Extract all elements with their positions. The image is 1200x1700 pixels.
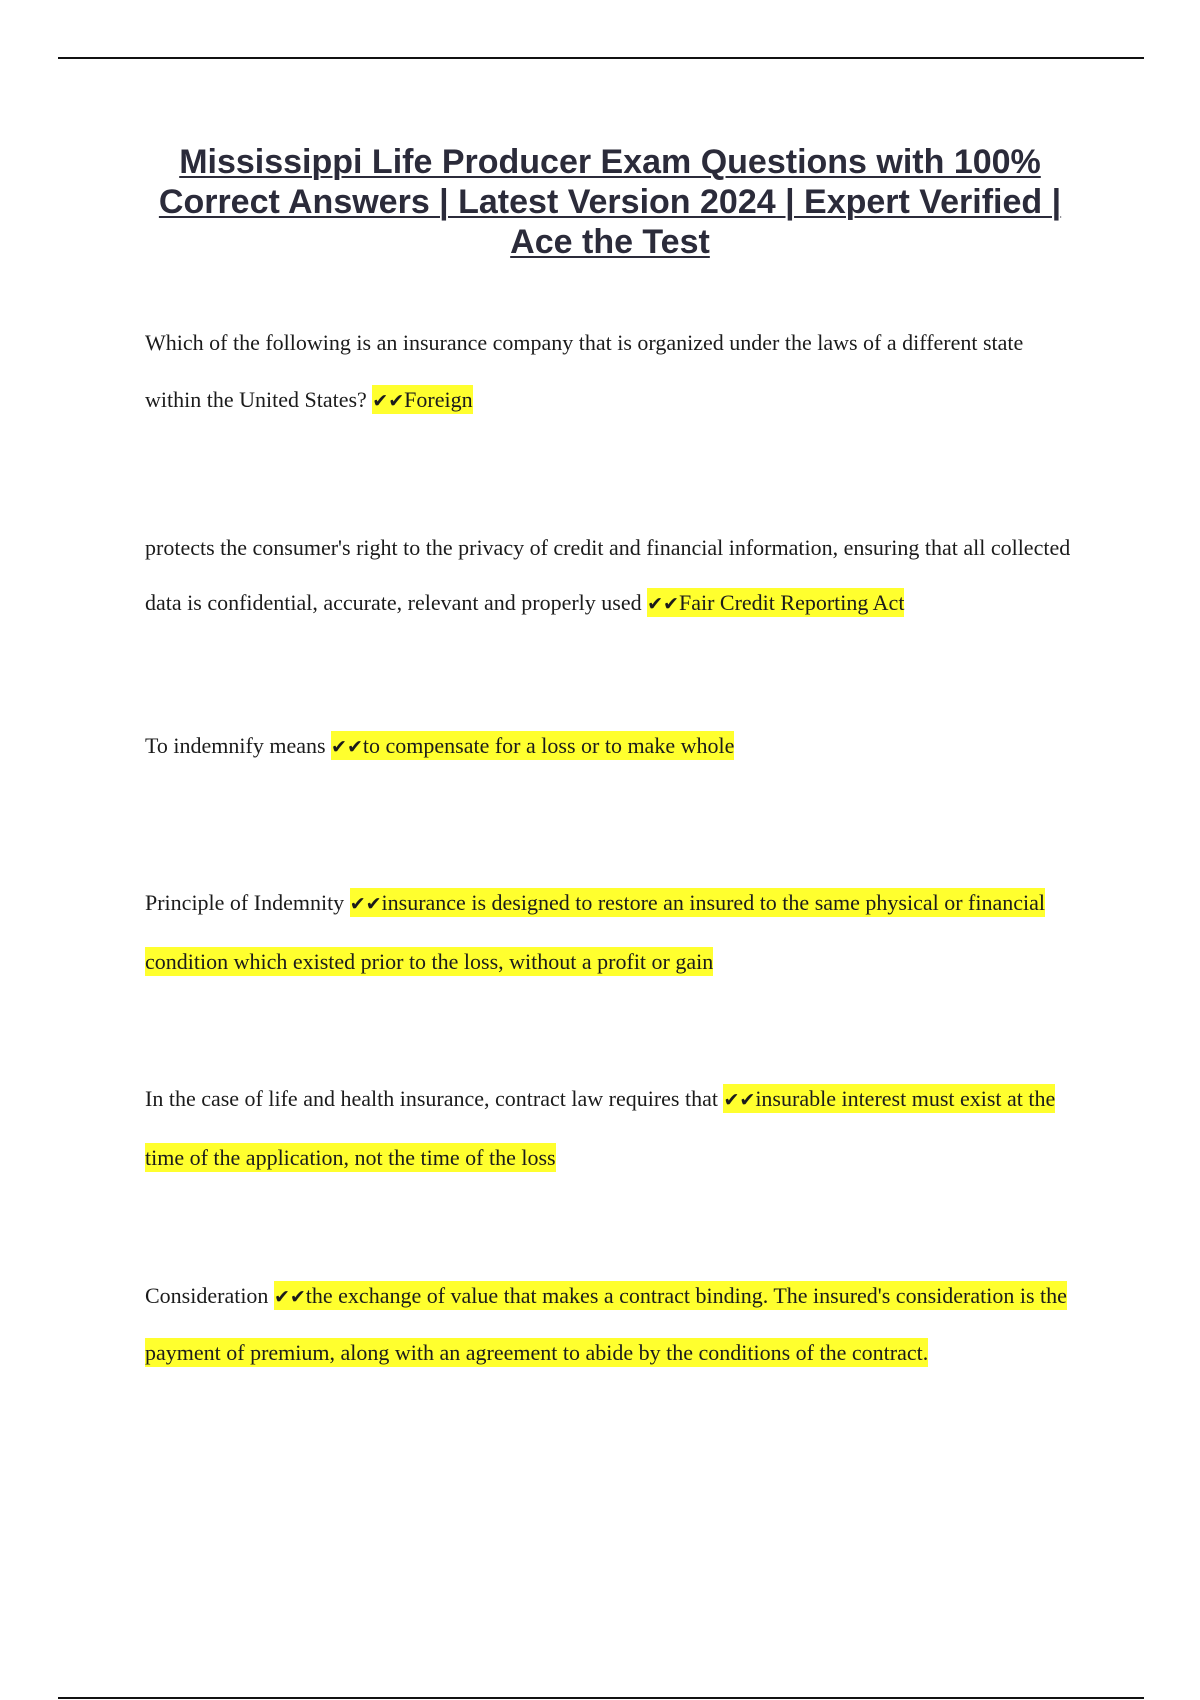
top-rule bbox=[58, 57, 1144, 59]
double-check-icon: ✔✔ bbox=[647, 593, 679, 615]
question-answer-item bbox=[145, 874, 1080, 991]
question-answer-item bbox=[145, 1070, 1080, 1187]
double-check-icon: ✔✔ bbox=[372, 390, 405, 412]
answer-text: Foreign bbox=[404, 387, 473, 412]
answer-text: insurance is designed to restore an insured to the same physical or financial condition which existed prior to the loss, without a profit or gain bbox=[145, 890, 1045, 974]
answer-text: Fair Credit Reporting Act bbox=[678, 590, 905, 615]
answer-highlight bbox=[647, 588, 904, 617]
answer-highlight bbox=[145, 1281, 1067, 1367]
question-text: To indemnify means bbox=[145, 733, 326, 758]
answer-text: insurable interest must exist at the time of the application, not the time of the loss bbox=[145, 1086, 1056, 1170]
document-title: Mississippi Life Producer Exam Questions with 100% Correct Answers | Latest Version 2024 | Expert Verified | Ace the Test bbox=[158, 143, 1062, 261]
double-check-icon: ✔✔ bbox=[273, 1286, 306, 1308]
answer-text: to compensate for a loss or to make whole bbox=[362, 733, 735, 758]
question-text: Principle of Indemnity bbox=[145, 890, 345, 915]
answer-text: the exchange of value that makes a contract binding. The insured's consideration is the payment of premium, along with an agreement to abide by the conditions of the contract. bbox=[145, 1283, 1067, 1365]
bottom-rule bbox=[58, 1697, 1144, 1699]
question-answer-item bbox=[145, 1268, 1080, 1381]
answer-highlight bbox=[372, 385, 472, 414]
question-answer-item bbox=[145, 726, 1080, 767]
question-answer-item bbox=[145, 520, 1080, 632]
double-check-icon: ✔✔ bbox=[723, 1089, 756, 1111]
answer-highlight bbox=[331, 731, 734, 760]
question-text: protects the consumer's right to the privacy of credit and financial information, ensuring that all collected data is confidential, accurate, relevant and properly used bbox=[145, 535, 1071, 615]
question-text: Which of the following is an insurance company that is organized under the laws of a different state within the United States? bbox=[145, 330, 1024, 412]
double-check-icon: ✔✔ bbox=[349, 893, 382, 915]
question-text: Consideration bbox=[145, 1283, 269, 1308]
question-answer-item bbox=[145, 314, 1080, 430]
double-check-icon: ✔✔ bbox=[331, 736, 363, 758]
question-text: In the case of life and health insurance, contract law requires that bbox=[145, 1086, 718, 1111]
